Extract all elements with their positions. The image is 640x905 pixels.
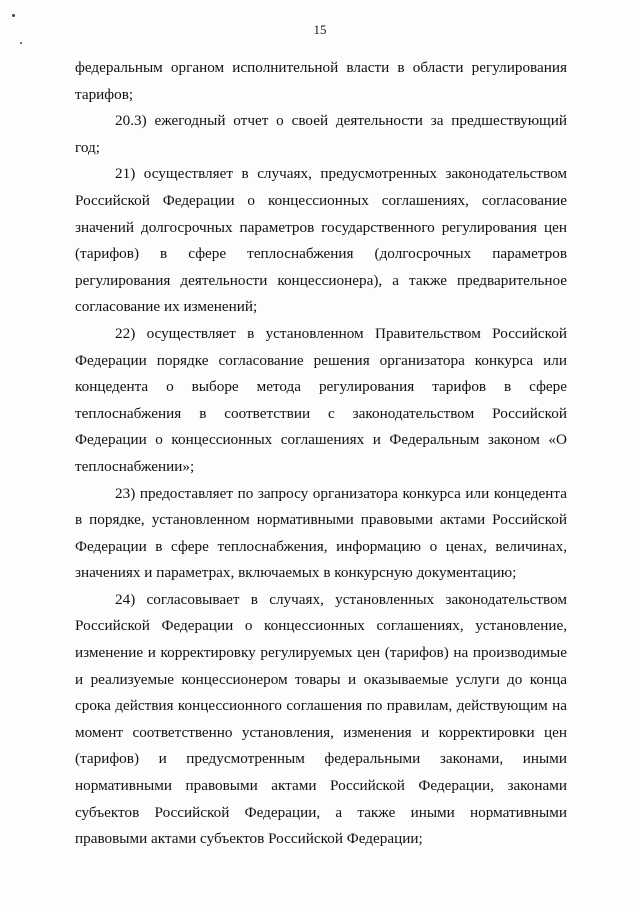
paragraph-24: 24) согласовывает в случаях, установленных законодательством Российской Федерации о концессионных соглашениях, установление, изменение и корректировку регулируемых цен (тарифов) на производимые и реализуемые концессионером товары и оказываемые услуги до конца срока действия концессионного соглашения по правилам, действующим на момент соответственно установления, изменения и корректировки цен (тарифов) и предусмотренным федеральными законами, иными нормативными правовыми актами Российской Федерации, законами субъектов Российской Федерации, а также иными нормативными правовыми актами субъектов Российской Федерации; bbox=[75, 590, 567, 848]
paragraph-20-2-tail: федеральным органом исполнительной власти в области регулирования тарифов; bbox=[75, 59, 567, 103]
paragraph-21: 21) осуществляет в случаях, предусмотренных законодательством Российской Федерации о концессионных соглашениях, согласование значений долгосрочных параметров государственного регулирования цен (тарифов) в сфере теплоснабжения (долгосрочных параметров регулирования деятельности концессионера), а также предварительное согласование их изменений; bbox=[75, 165, 567, 316]
paragraph-22: 22) осуществляет в установленном Правительством Российской Федерации порядке согласование решения организатора конкурса или концедента о выборе метода регулирования тарифов в сфере теплоснабжения в соответствии с законодательством Российской Федерации о концессионных соглашениях и Федеральным законом «О теплоснабжении»; bbox=[75, 324, 567, 475]
paragraph-23: 23) предоставляет по запросу организатора конкурса или концедента в порядке, установленном нормативными правовыми актами Российской Федерации в сфере теплоснабжения, информацию о ценах, величинах, значениях и параметрах, включаемых в конкурсную документацию; bbox=[75, 484, 567, 582]
page-number: 15 bbox=[313, 22, 327, 37]
document-body bbox=[75, 55, 567, 853]
scan-speck bbox=[12, 14, 15, 17]
paragraph-20-3: 20.3) ежегодный отчет о своей деятельности за предшествующий год; bbox=[75, 112, 567, 156]
scan-speck bbox=[20, 42, 22, 44]
